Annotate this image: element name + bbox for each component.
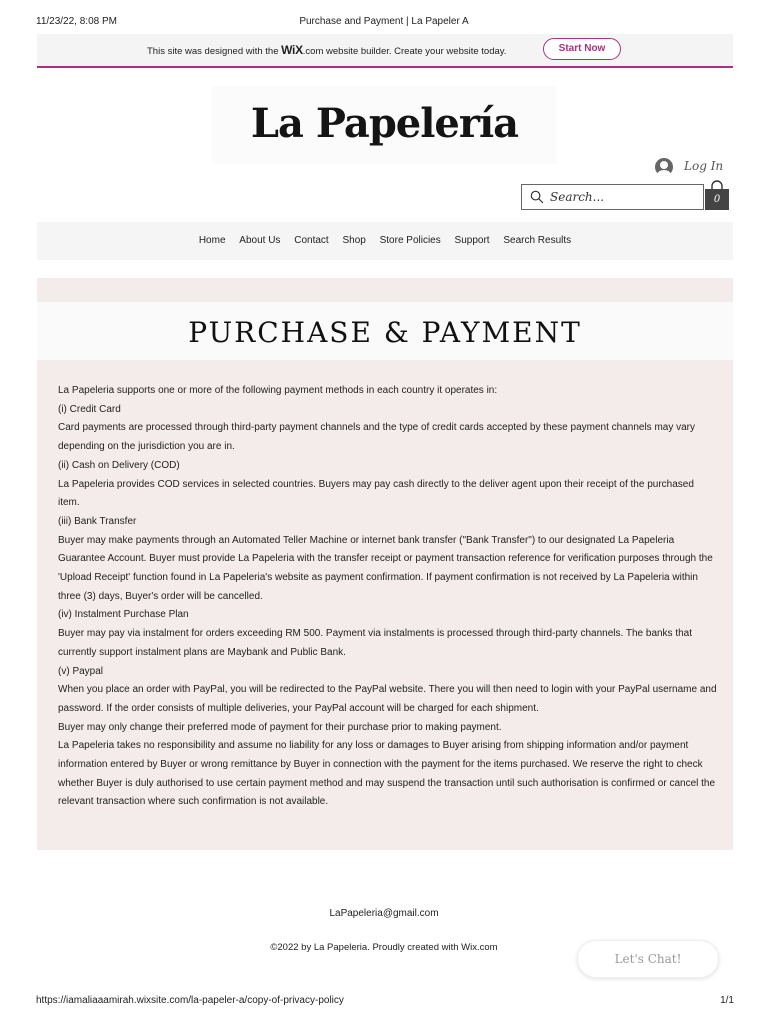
policy-body [58,382,718,812]
policy-paragraph: Card payments are processed through third-party payment channels and the type of credit cards accepted by these payment channels may vary depending on the jurisdiction you are in. [58,422,696,453]
print-page-number: 1/1 [720,995,734,1006]
start-now-button[interactable]: Start Now [543,38,621,60]
nav-item-about-us[interactable]: About Us [239,235,281,246]
user-avatar-icon [655,158,673,176]
title-bar [37,302,733,360]
policy-paragraph: La Papeleria provides COD services in selected countries. Buyers may pay cash directly to the deliver agent upon their receipt of the purchased item. [58,478,694,509]
policy-heading: (iv) Instalment Purchase Plan [58,609,189,621]
page-title: PURCHASE & PAYMENT [188,316,582,349]
search-input[interactable] [550,188,698,206]
policy-paragraph: La Papeleria supports one or more of the following payment methods in each country it operates in: [58,385,498,396]
wix-banner [37,34,733,68]
wix-wordmark: WiX [281,43,303,57]
logo-box[interactable] [212,86,557,164]
policy-paragraph: Buyer may make payments through an Automated Teller Machine or internet bank transfer ("Bank Transfer") to our designated La Papeleria Guarantee Account. Buyer must provide La Papeleria with the transfer receipt or payment transaction reference for verification purposes through the 'Upload Receipt' function found in La Papeleria's website as payment confirmation. If payment confirmation is not received by La Papeleria within three (3) days, Buyer's order will be cancelled. [58,534,713,602]
policy-paragraph: When you place an order with PayPal, you will be redirected to the PayPal website. There you will then need to login with your PayPal username and password. If the order consists of multiple deliveries, your PayPal account will be charged for each shipment. [58,684,717,714]
print-header [0,16,768,30]
print-footer [0,995,768,1009]
wix-banner-message [147,43,506,57]
login-label: Log In [684,159,724,173]
search-icon [530,190,544,204]
search-box[interactable] [521,184,704,210]
wix-banner-prefix: This site was designed with the [147,46,282,57]
nav-item-shop[interactable]: Shop [342,235,366,246]
policy-heading: (ii) Cash on Delivery (COD) [58,459,180,471]
policy-paragraph: Buyer may pay via instalment for orders exceeding RM 500. Payment via instalments is processed through third-party channels. The banks that currently support instalment plans are Maybank and Public Bank. [58,628,693,658]
policy-paragraph: La Papeleria takes no responsibility and assume no liability for any loss or damages to Buyer arising from shipping information and/or payment information entered by Buyer or wrong remittance by Buyer in connection with the payment for the items purchased. We reserve the right to check whether Buyer is duly authorised to use certain payment method and may suspend the transaction until such authorisation is confirmed or cancel the relevant transaction where such confirmation is not available. [58,740,716,808]
print-datetime: 11/23/22, 8:08 PM [36,16,117,27]
nav-item-contact[interactable]: Contact [294,235,329,246]
footer-email[interactable]: LaPapeleria@gmail.com [329,908,439,919]
wix-banner-suffix: .com website builder. Create your website today. [302,46,507,57]
lets-chat-button[interactable]: Let's Chat! [577,940,719,978]
nav-item-support[interactable]: Support [454,235,490,246]
print-page-title: Purchase and Payment | La Papeler A [299,16,469,27]
print-url: https://iamaliaaamirah.wixsite.com/la-papeler-a/copy-of-privacy-policy [36,995,344,1006]
main-nav [37,222,733,260]
site-logo[interactable]: La Papelería [250,100,519,147]
nav-item-home[interactable]: Home [198,235,226,246]
cart-count: 0 [713,194,721,205]
policy-heading: (v) Paypal [58,665,104,677]
footer-copyright: ©2022 by La Papeleria. Proudly created with Wix.com [270,942,498,953]
nav-item-store-policies[interactable]: Store Policies [379,235,441,246]
policy-section [37,278,733,850]
policy-heading: (iii) Bank Transfer [58,515,137,527]
policy-heading: (i) Credit Card [58,403,121,415]
cart-button[interactable] [704,180,730,211]
nav-item-search-results[interactable]: Search Results [503,235,572,246]
policy-paragraph: Buyer may only change their preferred mode of payment for their purchase prior to making payment. [58,721,502,733]
